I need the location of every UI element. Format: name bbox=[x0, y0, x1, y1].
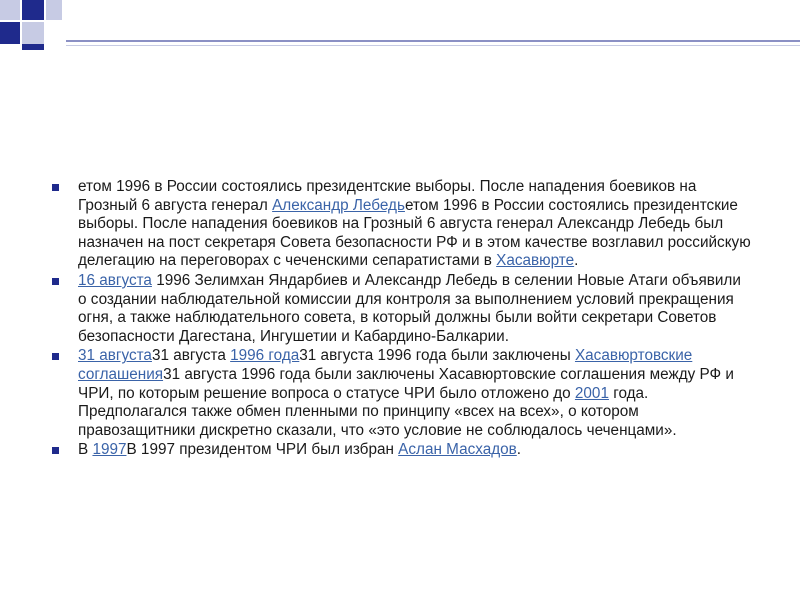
text: . bbox=[516, 441, 522, 459]
deco-square bbox=[0, 0, 20, 20]
header-rule bbox=[66, 40, 800, 42]
square-bullet-icon bbox=[52, 184, 59, 191]
link-aslan-maskhadov[interactable]: Аслан Масхадов bbox=[398, 441, 517, 459]
link-khasavyurt-accords[interactable]: Хасавюртовские соглашения bbox=[78, 347, 693, 383]
deco-square bbox=[22, 22, 44, 44]
link-aleksandr-lebed[interactable]: Александр Лебедь bbox=[272, 196, 405, 214]
deco-square bbox=[22, 44, 44, 50]
link-1996-year[interactable]: 1996 года bbox=[230, 347, 300, 365]
text: 1996 Зелимхан Яндарбиев и Александр Лебедь в селении Новые Атаги объявили о создании наблюдательной комиссии для контроля за выполнением условий прекращения огня, а также наблюдательного совета, в который должны были войти секретари Советов безопасности Дагестана, Ингушетии и Кабардино-Балкарии. bbox=[78, 271, 741, 345]
text: В bbox=[78, 441, 93, 459]
list-item bbox=[52, 178, 752, 271]
deco-square bbox=[46, 0, 62, 20]
text: года. Предполагался также обмен пленными по принципу «всех на всех», о котором правозащитники дискретно сказали, что «это условие не соблюдалось чеченцами». bbox=[78, 384, 677, 439]
text: 31 августа 1996 года были заключены Хасавюртовские соглашения между РФ и ЧРИ, по которым решение вопроса о статусе ЧРИ было отложено до bbox=[78, 365, 734, 402]
text: 31 августа 1996 года были заключены bbox=[299, 347, 575, 365]
corner-decoration bbox=[0, 0, 70, 50]
square-bullet-icon bbox=[52, 278, 59, 285]
link-2001[interactable]: 2001 bbox=[574, 384, 609, 402]
text: етом 1996 в России состоялись президентские выборы. После нападения боевиков на Грозный 6 августа генерал Александр Лебедь был назначен на пост секретаря Совета безопасности РФ и в этом качестве возглавил российскую делегацию на переговорах с чеченскими сепаратистами в bbox=[78, 196, 751, 270]
link-16-august[interactable]: 16 августа bbox=[78, 271, 152, 289]
text: В 1997 президентом ЧРИ был избран bbox=[126, 441, 399, 459]
deco-square bbox=[22, 0, 44, 20]
header-rule-thin bbox=[66, 45, 800, 46]
text: . bbox=[574, 252, 579, 270]
text: 31 августа bbox=[151, 347, 231, 365]
deco-square bbox=[0, 22, 20, 44]
link-1997[interactable]: 1997 bbox=[92, 441, 127, 459]
link-31-august[interactable]: 31 августа bbox=[78, 347, 152, 365]
square-bullet-icon bbox=[52, 353, 59, 360]
square-bullet-icon bbox=[52, 447, 59, 454]
bullet-list bbox=[52, 178, 752, 461]
link-khasavyurt[interactable]: Хасавюрте bbox=[496, 252, 575, 270]
list-item bbox=[52, 441, 752, 460]
text: етом 1996 в России состоялись президентские выборы. После нападения боевиков на Грозный 6 августа генерал bbox=[78, 178, 697, 214]
list-item bbox=[52, 272, 752, 346]
list-item bbox=[52, 347, 752, 440]
